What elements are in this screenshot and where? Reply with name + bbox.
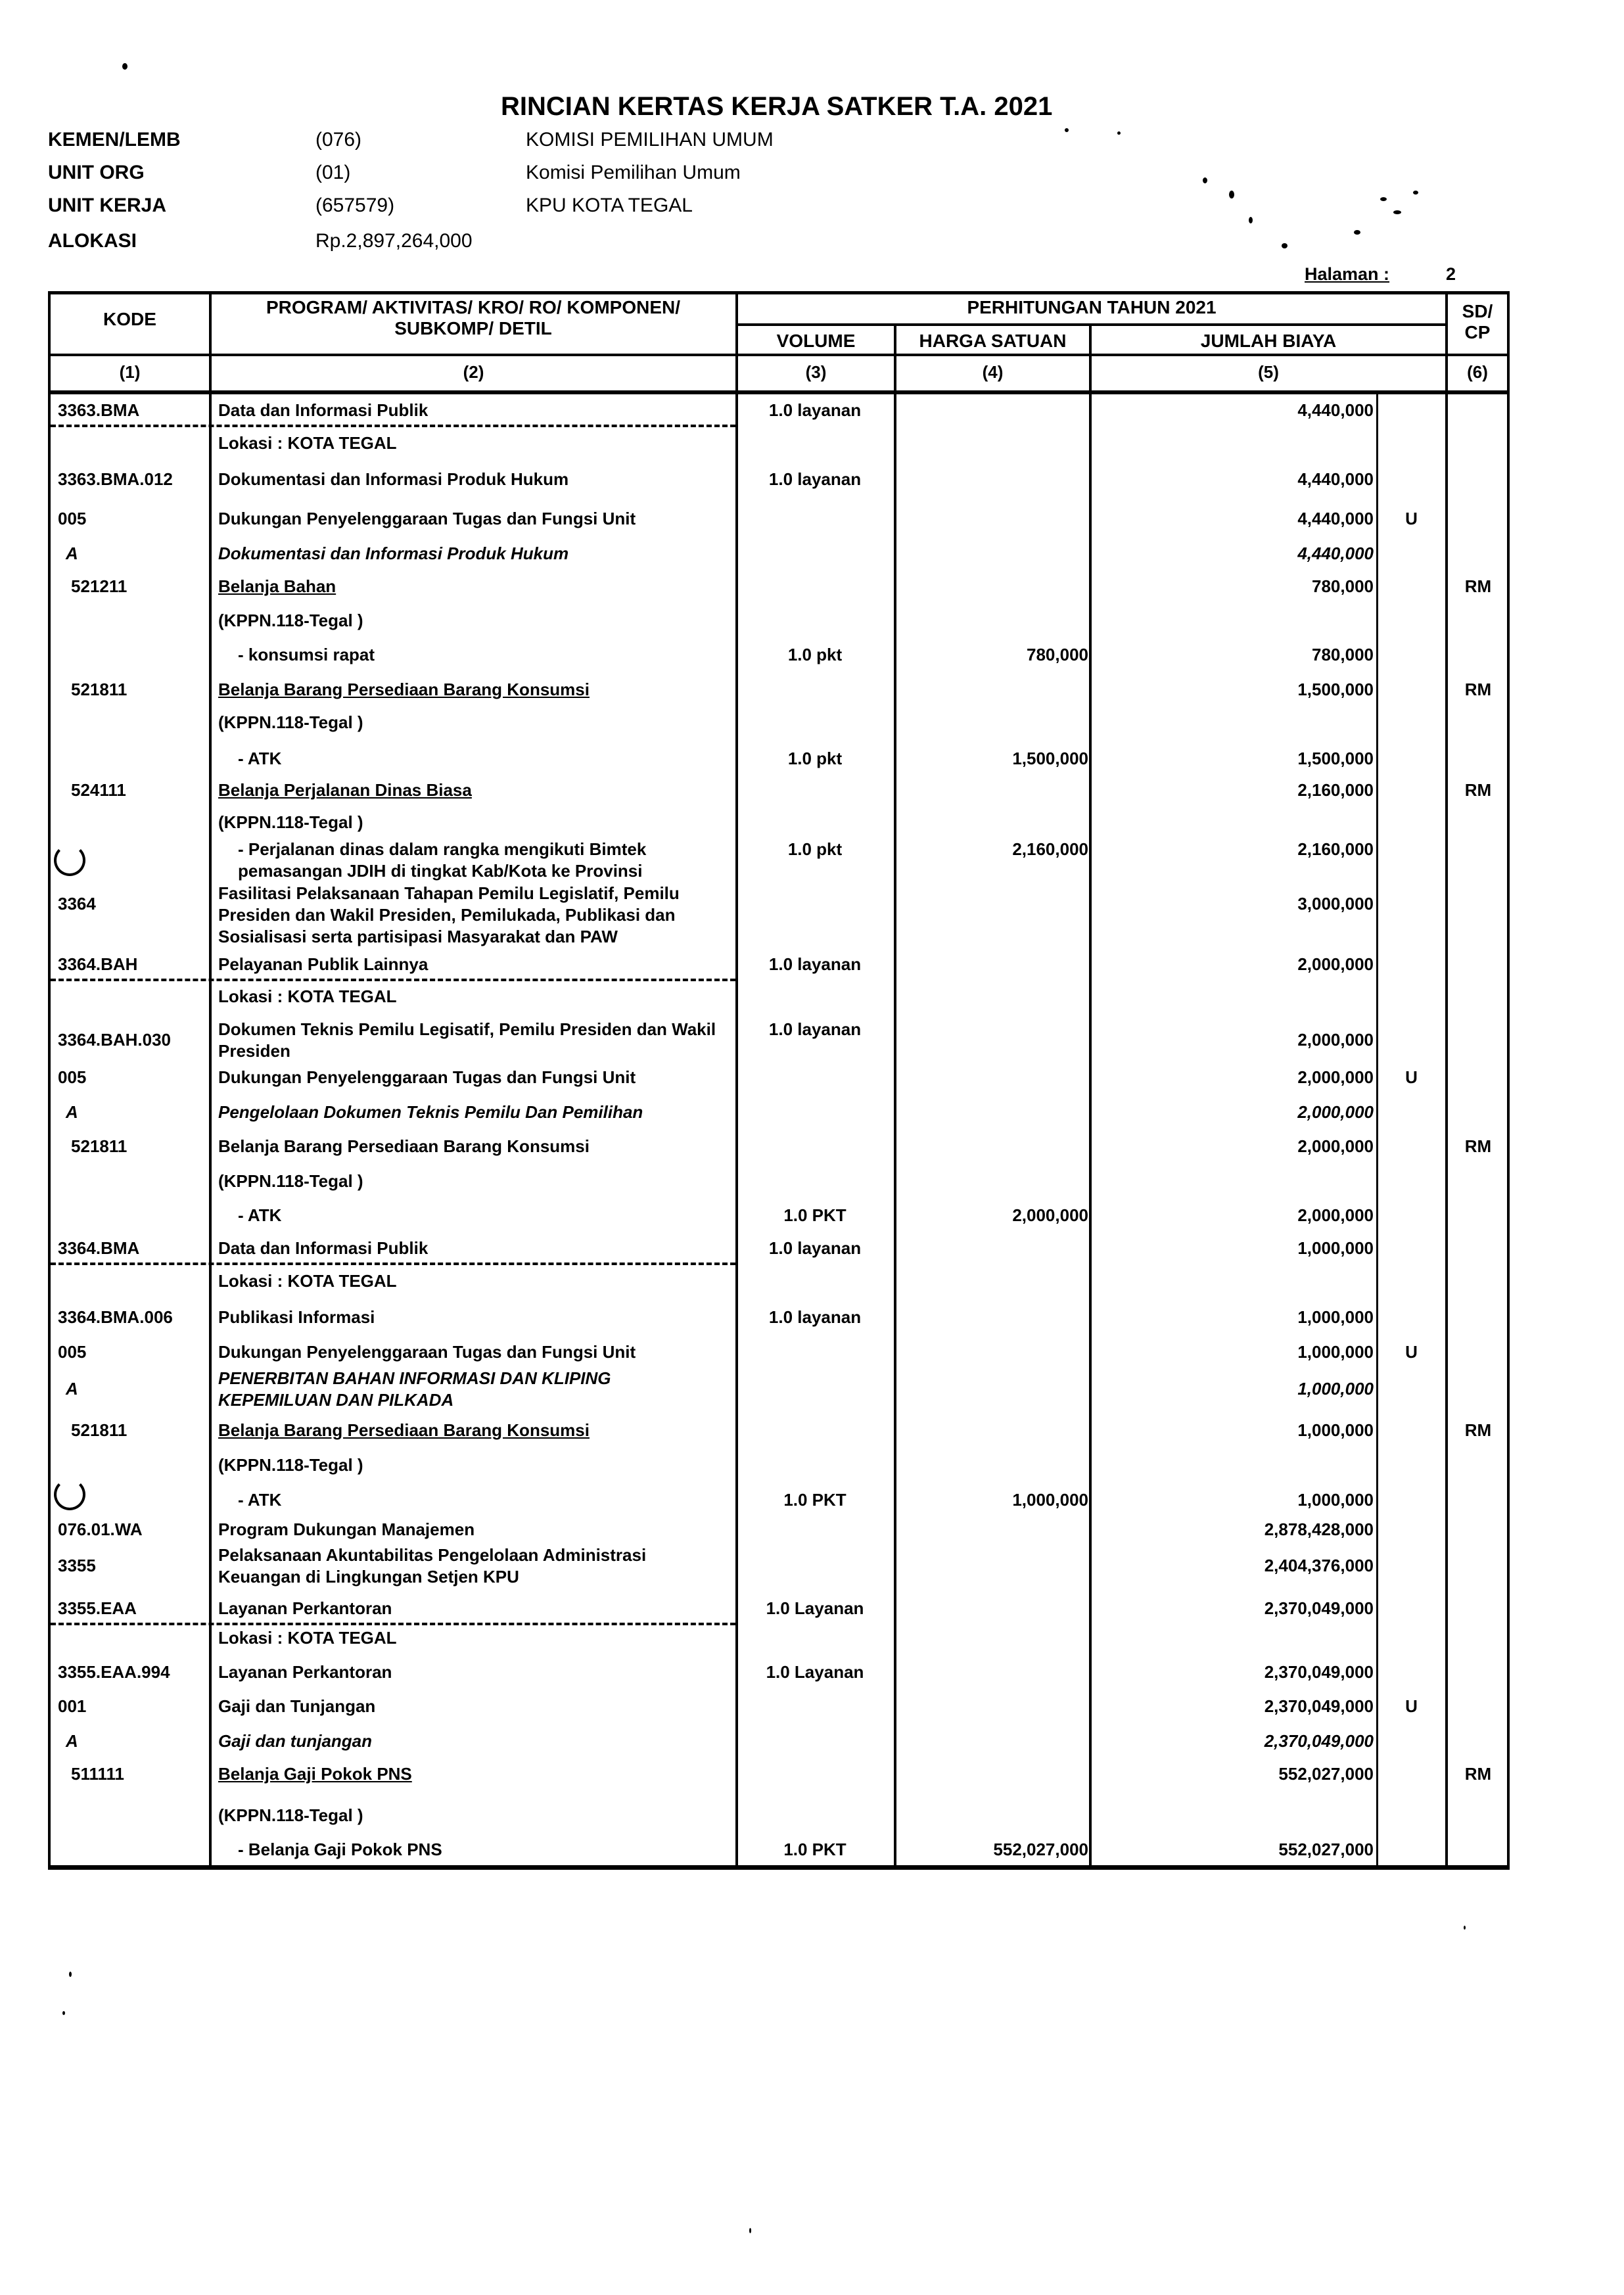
row-total-cost: 4,440,000 [1297, 544, 1374, 563]
row-total-cost: 2,370,049,000 [1264, 1662, 1374, 1682]
row-total-cost: 552,027,000 [1278, 1840, 1374, 1859]
row-description: (KPPN.118-Tegal ) [218, 1805, 363, 1825]
row-total-cost: 1,000,000 [1297, 1490, 1374, 1510]
row-total-cost: 2,000,000 [1297, 954, 1374, 974]
row-total-cost: 552,027,000 [1278, 1764, 1374, 1784]
row-description: Fasilitasi Pelaksanaan Tahapan Pemilu Legislatif, Pemilu Presiden dan Wakil Presiden, Pemilukada, Publikasi dan Sosialisasi serta partisipasi Masyarakat dan PAW [218, 883, 680, 946]
field-code-unit-org: (01) [315, 162, 351, 183]
row-total-cost: 2,000,000 [1297, 1030, 1374, 1050]
row-code: 005 [58, 1067, 87, 1087]
row-total-cost: 2,000,000 [1297, 1102, 1374, 1122]
colnum-5: (5) [1258, 362, 1279, 382]
row-code: 3364.BAH [58, 954, 138, 974]
row-code: A [66, 544, 78, 563]
row-description: PENERBITAN BAHAN INFORMASI DAN KLIPING KEPEMILUAN DAN PILKADA [218, 1368, 611, 1410]
row-code: 3364.BAH.030 [58, 1030, 171, 1050]
header-volume: VOLUME [776, 331, 856, 351]
dashed-separator [51, 425, 735, 427]
row-code: 3363.BMA [58, 400, 140, 420]
row-code: 3355 [58, 1556, 96, 1575]
row-volume: 1.0 PKT [783, 1840, 847, 1859]
row-description: Belanja Gaji Pokok PNS [218, 1764, 412, 1784]
row-total-cost: 2,000,000 [1297, 1136, 1374, 1156]
row-source-fund: RM [1464, 576, 1492, 596]
row-code: 076.01.WA [58, 1519, 143, 1539]
row-flag: U [1405, 1067, 1418, 1087]
row-volume: 1.0 pkt [787, 749, 843, 768]
row-source-fund: RM [1464, 680, 1492, 699]
row-description: Program Dukungan Manajemen [218, 1519, 475, 1539]
row-volume: 1.0 layanan [768, 1307, 862, 1327]
row-total-cost: 2,370,049,000 [1264, 1598, 1374, 1618]
row-total-cost: 2,000,000 [1297, 1205, 1374, 1225]
field-label-alokasi: ALOKASI [48, 230, 137, 252]
page-number: 2 [1446, 264, 1456, 284]
colnum-2: (2) [463, 362, 484, 382]
row-description: Lokasi : KOTA TEGAL [218, 986, 397, 1006]
row-description: Layanan Perkantoran [218, 1662, 392, 1682]
row-code: 005 [58, 509, 87, 528]
row-description: (KPPN.118-Tegal ) [218, 1171, 363, 1191]
row-code: 3355.EAA [58, 1598, 137, 1618]
row-code: A [66, 1731, 78, 1751]
row-volume: 1.0 layanan [768, 954, 862, 974]
row-code: 3363.BMA.012 [58, 469, 173, 489]
header-jumlah-biaya: JUMLAH BIAYA [1200, 331, 1337, 351]
row-description: Publikasi Informasi [218, 1307, 375, 1327]
row-code: 521811 [71, 680, 128, 699]
row-description: Dokumentasi dan Informasi Produk Hukum [218, 544, 569, 563]
row-unit-price: 1,500,000 [1012, 749, 1088, 768]
row-description: Belanja Bahan [218, 576, 336, 596]
colnum-3: (3) [805, 362, 827, 382]
row-total-cost: 2,370,049,000 [1264, 1731, 1374, 1751]
field-name-unit-org: Komisi Pemilihan Umum [526, 162, 741, 183]
colnum-6: (6) [1467, 362, 1488, 382]
row-description: Lokasi : KOTA TEGAL [218, 433, 397, 453]
row-description: Data dan Informasi Publik [218, 1238, 429, 1258]
row-code: 521211 [71, 576, 128, 596]
field-code-unit-kerja: (657579) [315, 195, 395, 216]
row-description: Data dan Informasi Publik [218, 400, 429, 420]
row-description: Lokasi : KOTA TEGAL [218, 1628, 397, 1648]
row-description: Belanja Barang Persediaan Barang Konsumsi [218, 680, 590, 699]
row-description: (KPPN.118-Tegal ) [218, 611, 363, 630]
row-total-cost: 1,000,000 [1297, 1307, 1374, 1327]
row-unit-price: 2,000,000 [1012, 1205, 1088, 1225]
row-volume: 1.0 PKT [783, 1490, 847, 1510]
row-description: Belanja Barang Persediaan Barang Konsumsi [218, 1136, 590, 1156]
row-code: A [66, 1102, 78, 1122]
row-volume: 1.0 Layanan [766, 1662, 864, 1682]
row-total-cost: 1,500,000 [1297, 680, 1374, 699]
row-code: 524111 [71, 780, 126, 800]
row-flag: U [1405, 1342, 1418, 1362]
row-description: - ATK [238, 1205, 282, 1225]
header-program: PROGRAM/ AKTIVITAS/ KRO/ RO/ KOMPONEN/ SUBKOMP/ DETIL [266, 297, 680, 339]
row-total-cost: 2,160,000 [1297, 839, 1374, 859]
row-description: Layanan Perkantoran [218, 1598, 392, 1618]
dashed-separator [51, 1263, 735, 1265]
dashed-separator [51, 1623, 735, 1625]
page-label: Halaman : [1305, 264, 1390, 284]
row-code: 3364.BMA [58, 1238, 140, 1258]
header-harga-satuan: HARGA SATUAN [919, 331, 1067, 351]
colnum-1: (1) [119, 362, 141, 382]
row-description: Lokasi : KOTA TEGAL [218, 1271, 397, 1291]
row-total-cost: 4,440,000 [1297, 469, 1374, 489]
row-unit-price: 552,027,000 [993, 1840, 1088, 1859]
dashed-separator [51, 979, 735, 981]
row-description: Belanja Barang Persediaan Barang Konsumsi [218, 1420, 590, 1440]
row-description: Dokumen Teknis Pemilu Legisatif, Pemilu Presiden dan Wakil Presiden [218, 1019, 716, 1061]
field-label-unit-kerja: UNIT KERJA [48, 195, 167, 216]
row-total-cost: 1,000,000 [1297, 1379, 1374, 1399]
row-volume: 1.0 layanan [768, 1238, 862, 1258]
field-name-kemen: KOMISI PEMILIHAN UMUM [526, 129, 774, 151]
row-description: Gaji dan Tunjangan [218, 1696, 376, 1716]
row-volume: 1.0 pkt [787, 645, 843, 664]
row-volume: 1.0 layanan [768, 400, 862, 420]
punch-hole-mark [54, 845, 85, 876]
punch-hole-mark [54, 1479, 85, 1510]
header-kode: KODE [103, 309, 156, 329]
field-label-kemen: KEMEN/LEMB [48, 129, 181, 151]
row-unit-price: 2,160,000 [1012, 839, 1088, 859]
row-source-fund: RM [1464, 1420, 1492, 1440]
row-code: A [66, 1379, 78, 1399]
row-volume: 1.0 pkt [787, 839, 843, 859]
header-sdcp: SD/ CP [1462, 301, 1493, 343]
row-unit-price: 780,000 [1027, 645, 1088, 664]
row-description: Dokumentasi dan Informasi Produk Hukum [218, 469, 569, 489]
row-total-cost: 4,440,000 [1297, 400, 1374, 420]
colnum-4: (4) [982, 362, 1004, 382]
row-description: Pelayanan Publik Lainnya [218, 954, 429, 974]
row-unit-price: 1,000,000 [1012, 1490, 1088, 1510]
row-total-cost: 780,000 [1312, 576, 1374, 596]
document-title: RINCIAN KERTAS KERJA SATKER T.A. 2021 [501, 92, 1053, 121]
row-code: 3364.BMA.006 [58, 1307, 173, 1327]
row-description: Pengelolaan Dokumen Teknis Pemilu Dan Pemilihan [218, 1102, 643, 1122]
row-total-cost: 2,160,000 [1297, 780, 1374, 800]
row-total-cost: 1,000,000 [1297, 1238, 1374, 1258]
row-description: - Belanja Gaji Pokok PNS [238, 1840, 442, 1859]
row-code: 001 [58, 1696, 87, 1716]
row-total-cost: 1,000,000 [1297, 1342, 1374, 1362]
row-description: (KPPN.118-Tegal ) [218, 1455, 363, 1475]
field-code-kemen: (076) [315, 129, 362, 151]
row-description: - ATK [238, 1490, 282, 1510]
row-total-cost: 2,000,000 [1297, 1067, 1374, 1087]
row-source-fund: RM [1464, 1764, 1492, 1784]
row-description: Dukungan Penyelenggaraan Tugas dan Fungsi Unit [218, 509, 636, 528]
row-description: (KPPN.118-Tegal ) [218, 712, 363, 732]
row-code: 521811 [71, 1420, 128, 1440]
row-code: 3364 [58, 894, 96, 914]
row-total-cost: 2,370,049,000 [1264, 1696, 1374, 1716]
field-value-alokasi: Rp.2,897,264,000 [315, 230, 473, 252]
row-description: Gaji dan tunjangan [218, 1731, 373, 1751]
row-description: - konsumsi rapat [238, 645, 375, 664]
row-source-fund: RM [1464, 780, 1492, 800]
row-total-cost: 2,404,376,000 [1264, 1556, 1374, 1575]
row-code: 511111 [71, 1764, 125, 1784]
row-volume: 1.0 Layanan [766, 1598, 864, 1618]
row-volume: 1.0 PKT [783, 1205, 847, 1225]
row-description: (KPPN.118-Tegal ) [218, 812, 363, 832]
row-flag: U [1405, 1696, 1418, 1716]
row-total-cost: 2,878,428,000 [1264, 1519, 1374, 1539]
row-total-cost: 1,500,000 [1297, 749, 1374, 768]
row-volume: 1.0 layanan [768, 1019, 862, 1039]
field-label-unit-org: UNIT ORG [48, 162, 145, 183]
field-name-unit-kerja: KPU KOTA TEGAL [526, 195, 693, 216]
row-description: - Perjalanan dinas dalam rangka mengikuti Bimtek pemasangan JDIH di tingkat Kab/Kota ke Provinsi [238, 839, 647, 881]
row-description: Dukungan Penyelenggaraan Tugas dan Fungsi Unit [218, 1067, 636, 1087]
row-description: Dukungan Penyelenggaraan Tugas dan Fungsi Unit [218, 1342, 636, 1362]
row-total-cost: 4,440,000 [1297, 509, 1374, 528]
row-description: Pelaksanaan Akuntabilitas Pengelolaan Administrasi Keuangan di Lingkungan Setjen KPU [218, 1545, 647, 1587]
row-code: 3355.EAA.994 [58, 1662, 170, 1682]
header-perhitungan: PERHITUNGAN TAHUN 2021 [967, 297, 1217, 317]
row-flag: U [1405, 509, 1418, 528]
row-code: 005 [58, 1342, 87, 1362]
row-total-cost: 780,000 [1312, 645, 1374, 664]
row-description: Belanja Perjalanan Dinas Biasa [218, 780, 472, 800]
row-total-cost: 1,000,000 [1297, 1420, 1374, 1440]
row-source-fund: RM [1464, 1136, 1492, 1156]
row-total-cost: 3,000,000 [1297, 894, 1374, 914]
row-description: - ATK [238, 749, 282, 768]
row-code: 521811 [71, 1136, 128, 1156]
row-volume: 1.0 layanan [768, 469, 862, 489]
